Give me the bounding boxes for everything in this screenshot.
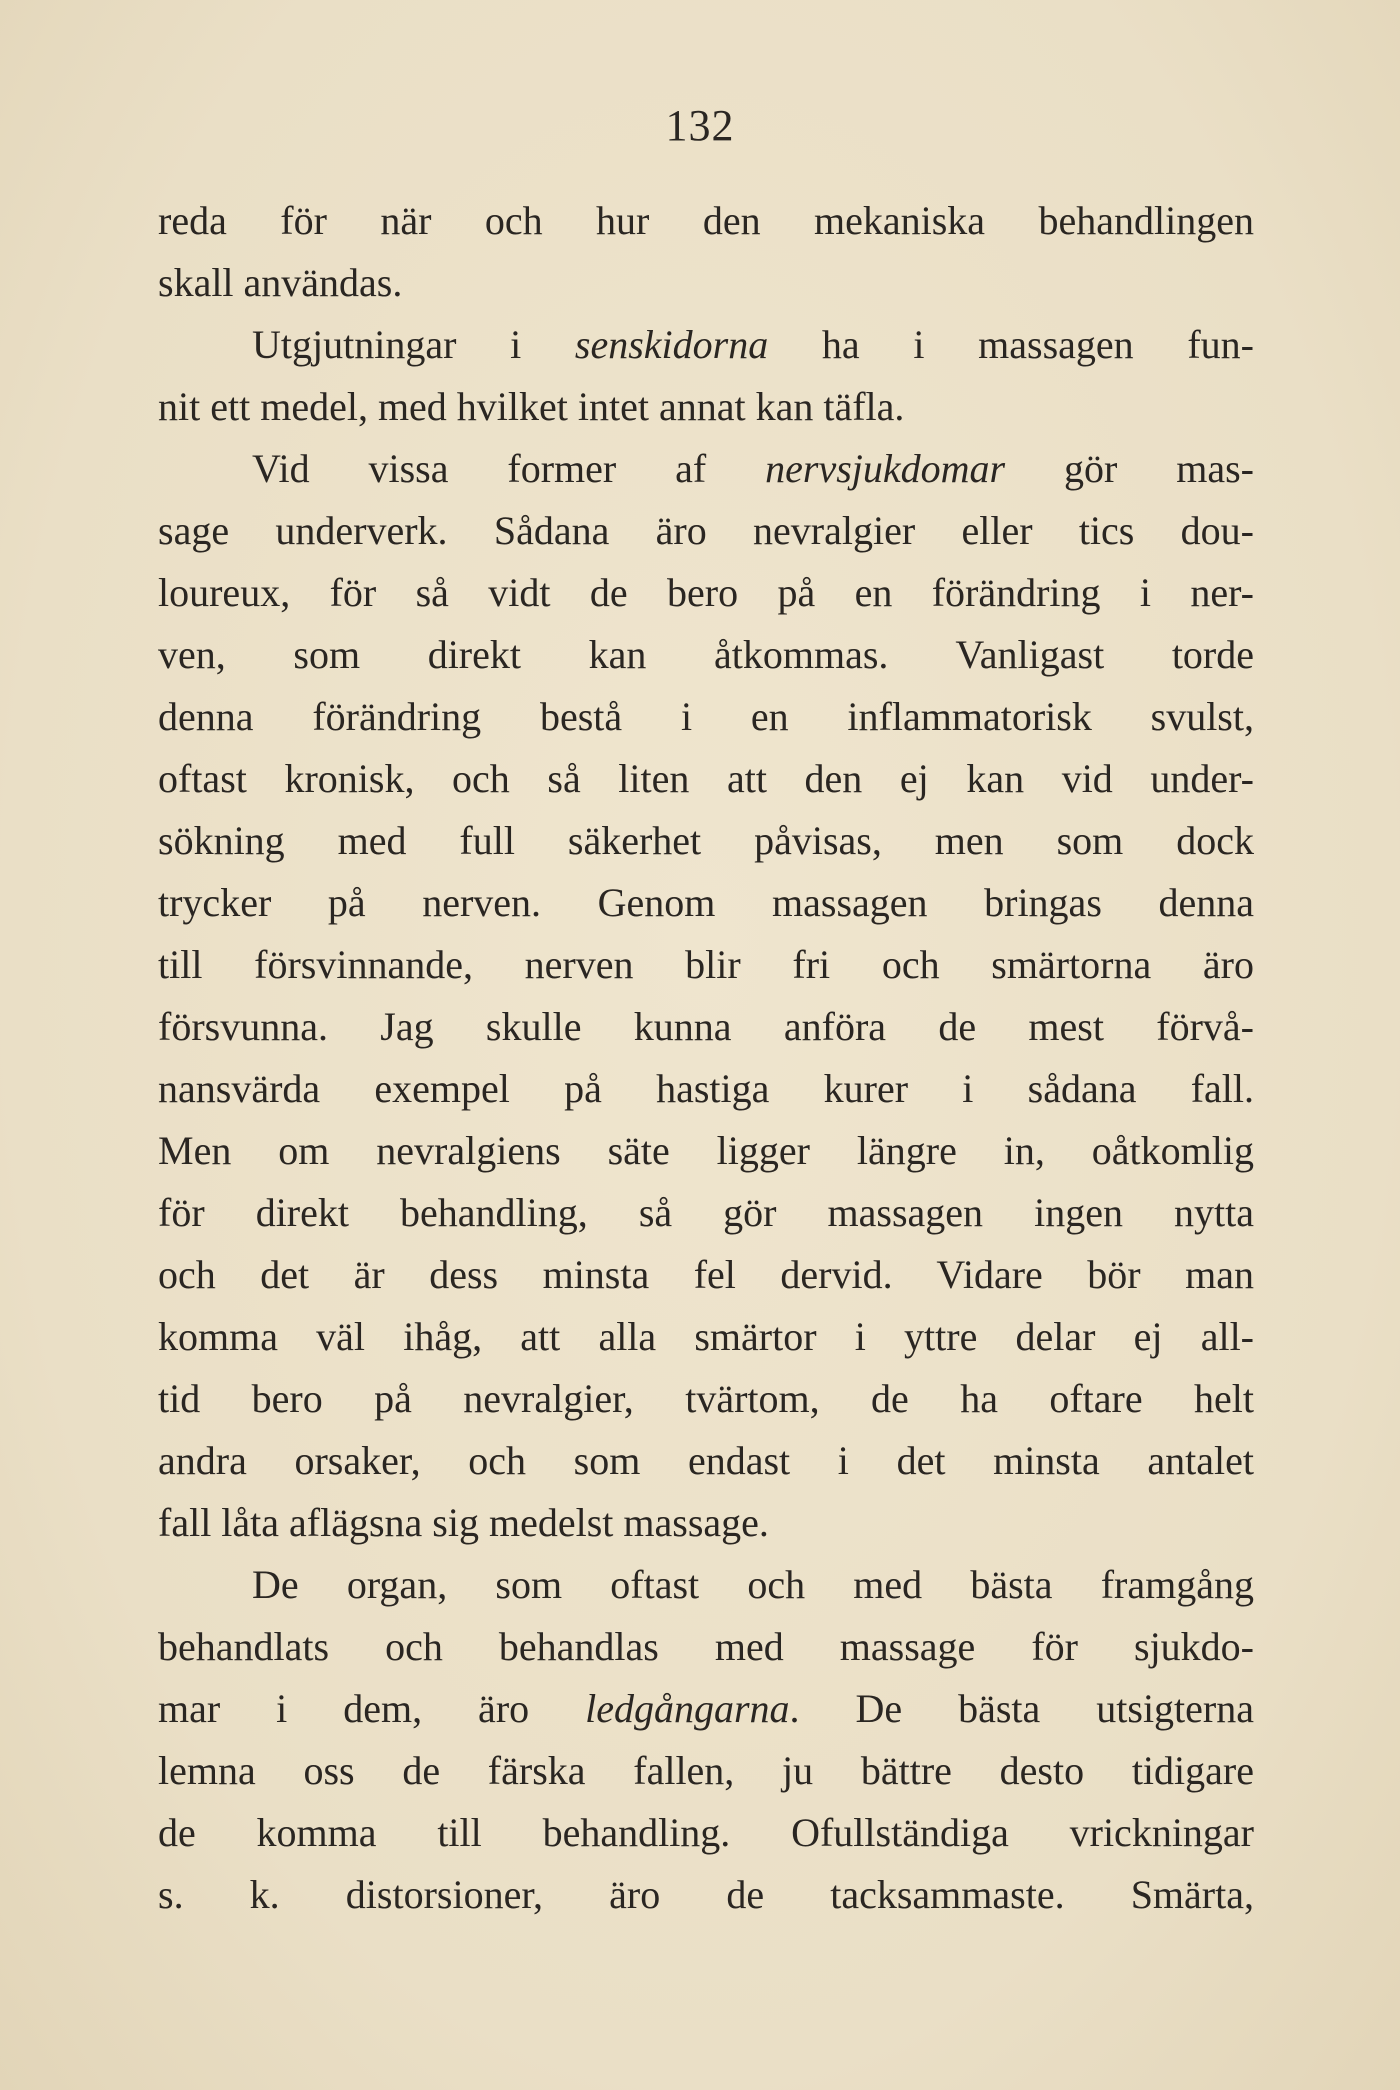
text-line: komma väl ihåg, att alla smärtor i yttre delar ej all- bbox=[158, 1314, 1254, 1359]
text-line: andra orsaker, och som endast i det minsta antalet bbox=[158, 1438, 1254, 1483]
text-line: behandlats och behandlas med massage för sjukdo- bbox=[158, 1624, 1254, 1669]
text-line: De organ, som oftast och med bästa framgång bbox=[252, 1562, 1254, 1607]
text-line: Utgjutningar i senskidorna ha i massagen fun- bbox=[252, 322, 1254, 367]
text-line: ven, som direkt kan åtkommas. Vanligast torde bbox=[158, 632, 1254, 677]
text-line: sage underverk. Sådana äro nevralgier eller tics dou- bbox=[158, 508, 1254, 553]
text-line: och det är dess minsta fel dervid. Vidare bör man bbox=[158, 1252, 1254, 1297]
text-line: reda för när och hur den mekaniska behandlingen bbox=[158, 198, 1254, 243]
text-line: till försvinnande, nerven blir fri och smärtorna äro bbox=[158, 942, 1254, 987]
text-line: nit ett medel, med hvilket intet annat kan täfla. bbox=[158, 384, 905, 429]
text-line: de komma till behandling. Ofullständiga vrickningar bbox=[158, 1810, 1254, 1855]
text-line: skall användas. bbox=[158, 260, 403, 305]
text-line: försvunna. Jag skulle kunna anföra de mest förvå- bbox=[158, 1004, 1254, 1049]
text-line: Vid vissa former af nervsjukdomar gör mas- bbox=[252, 446, 1255, 491]
text-line: denna förändring bestå i en inflammatorisk svulst, bbox=[158, 694, 1254, 739]
text-line: sökning med full säkerhet påvisas, men som dock bbox=[158, 818, 1254, 863]
text-line: lemna oss de färska fallen, ju bättre desto tidigare bbox=[158, 1748, 1254, 1793]
text-line: mar i dem, äro ledgångarna. De bästa utsigterna bbox=[158, 1686, 1255, 1731]
text-line: oftast kronisk, och så liten att den ej kan vid under- bbox=[158, 756, 1254, 801]
text-line: Men om nevralgiens säte ligger längre in, oåtkomlig bbox=[158, 1128, 1254, 1173]
text-line: nansvärda exempel på hastiga kurer i sådana fall. bbox=[158, 1066, 1254, 1111]
text-line: s. k. distorsioner, äro de tacksammaste. Smärta, bbox=[158, 1872, 1254, 1917]
text-line: loureux, för så vidt de bero på en förändring i ner- bbox=[158, 570, 1254, 615]
text-line: för direkt behandling, så gör massagen ingen nytta bbox=[158, 1190, 1254, 1235]
text-line: tid bero på nevralgier, tvärtom, de ha oftare helt bbox=[158, 1376, 1254, 1421]
page-number: 132 bbox=[665, 101, 735, 150]
text-line: trycker på nerven. Genom massagen bringas denna bbox=[158, 880, 1254, 925]
body-text bbox=[158, 190, 1254, 1926]
text-line: fall låta aflägsna sig medelst massage. bbox=[158, 1500, 769, 1545]
